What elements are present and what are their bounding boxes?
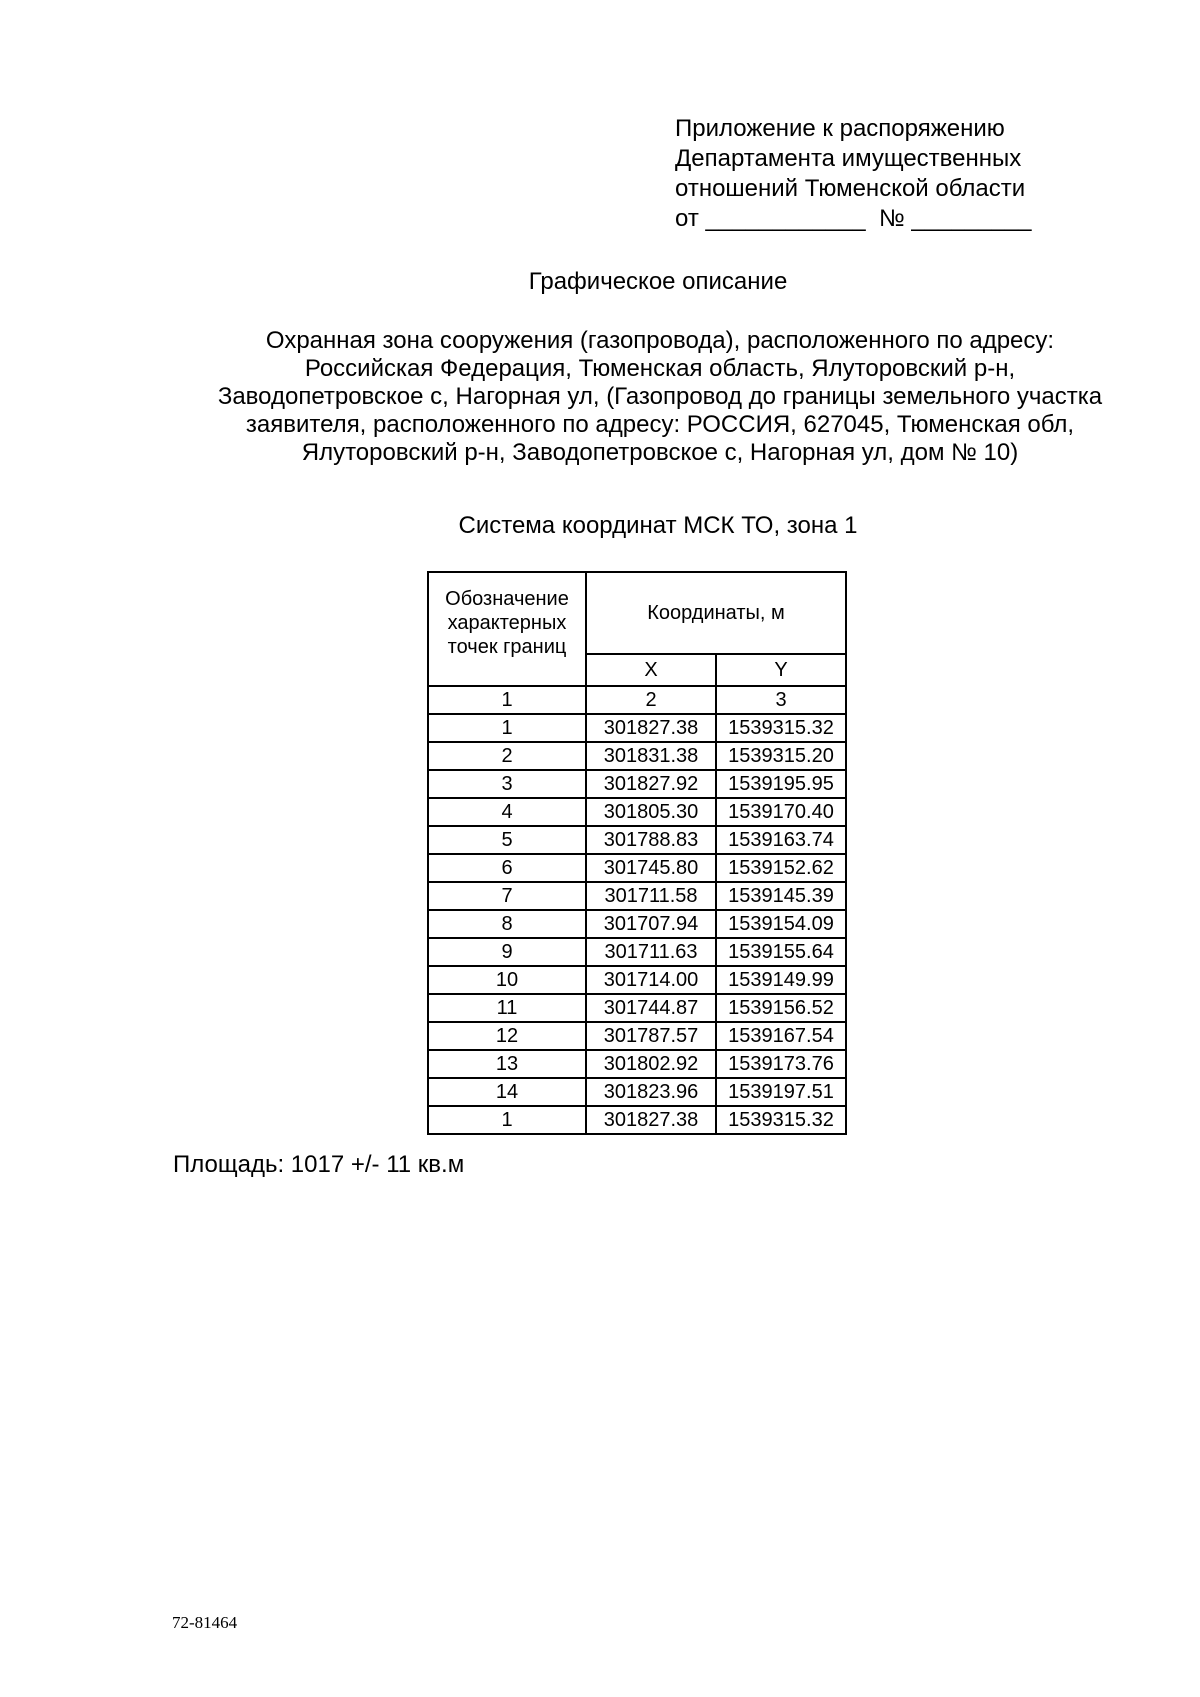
x-coordinate-cell: 301744.87 bbox=[586, 994, 716, 1022]
coordinate-system-label: Система координат МСК ТО, зона 1 bbox=[458, 512, 858, 539]
appendix-line: Департамента имущественных bbox=[675, 145, 1022, 172]
point-number-cell: 2 bbox=[428, 742, 586, 770]
document-id: 72-81464 bbox=[172, 1613, 238, 1632]
point-number-cell: 1 bbox=[428, 714, 586, 742]
point-number-cell: 3 bbox=[428, 770, 586, 798]
y-coordinate-cell: 1539315.32 bbox=[716, 714, 846, 742]
column-number-row bbox=[428, 686, 846, 714]
point-number-cell: 9 bbox=[428, 938, 586, 966]
y-coordinate-cell: 1539154.09 bbox=[716, 910, 846, 938]
table-row bbox=[428, 1050, 846, 1078]
table-row bbox=[428, 966, 846, 994]
x-coordinate-cell: 301827.92 bbox=[586, 770, 716, 798]
zone-description bbox=[160, 327, 1160, 467]
point-number-cell: 7 bbox=[428, 882, 586, 910]
document-title: Графическое описание bbox=[528, 268, 788, 295]
point-number-cell: 12 bbox=[428, 1022, 586, 1050]
y-coordinate-cell: 1539156.52 bbox=[716, 994, 846, 1022]
y-coordinate-cell: 1539197.51 bbox=[716, 1078, 846, 1106]
point-number-cell: 1 bbox=[428, 1106, 586, 1134]
description-line: Заводопетровское с, Нагорная ул, (Газопровод до границы земельного участка bbox=[217, 383, 1103, 410]
x-coordinate-cell: 301827.38 bbox=[586, 714, 716, 742]
description-line: Охранная зона сооружения (газопровода), расположенного по адресу: bbox=[265, 327, 1055, 354]
x-coordinate-cell: 301711.58 bbox=[586, 882, 716, 910]
y-coordinate-cell: 1539149.99 bbox=[716, 966, 846, 994]
table-row bbox=[428, 742, 846, 770]
x-coordinate-cell: 301805.30 bbox=[586, 798, 716, 826]
point-number-cell: 5 bbox=[428, 826, 586, 854]
y-coordinate-cell: 1539315.20 bbox=[716, 742, 846, 770]
header-x: X bbox=[586, 654, 716, 686]
x-coordinate-cell: 301707.94 bbox=[586, 910, 716, 938]
y-coordinate-cell: 1539170.40 bbox=[716, 798, 846, 826]
table-row bbox=[428, 798, 846, 826]
y-coordinate-cell: 1539315.32 bbox=[716, 1106, 846, 1134]
header-points: Обозначение характерных точек границ bbox=[428, 572, 586, 686]
y-coordinate-cell: 1539173.76 bbox=[716, 1050, 846, 1078]
appendix-line: отношений Тюменской области bbox=[675, 175, 1026, 202]
header-coordinates: Координаты, м bbox=[586, 572, 846, 654]
appendix-line: Приложение к распоряжению bbox=[675, 115, 1005, 142]
y-coordinate-cell: 1539167.54 bbox=[716, 1022, 846, 1050]
x-coordinate-cell: 301787.57 bbox=[586, 1022, 716, 1050]
table-row bbox=[428, 910, 846, 938]
table-row bbox=[428, 882, 846, 910]
point-number-cell: 11 bbox=[428, 994, 586, 1022]
y-coordinate-cell: 1539195.95 bbox=[716, 770, 846, 798]
x-coordinate-cell: 301802.92 bbox=[586, 1050, 716, 1078]
point-number-cell: 14 bbox=[428, 1078, 586, 1106]
table-row bbox=[428, 714, 846, 742]
appendix-line: от ____________ № _________ bbox=[675, 205, 1032, 232]
point-number-cell: 10 bbox=[428, 966, 586, 994]
table-row bbox=[428, 854, 846, 882]
x-coordinate-cell: 301745.80 bbox=[586, 854, 716, 882]
appendix-block bbox=[675, 114, 1032, 234]
x-coordinate-cell: 301711.63 bbox=[586, 938, 716, 966]
area-label: Площадь: 1017 +/- 11 кв.м bbox=[173, 1151, 465, 1178]
header-y: Y bbox=[716, 654, 846, 686]
table-row bbox=[428, 1106, 846, 1134]
description-line: Ялуторовский р-н, Заводопетровское с, Нагорная ул, дом № 10) bbox=[301, 439, 1019, 466]
table-row bbox=[428, 994, 846, 1022]
point-number-cell: 13 bbox=[428, 1050, 586, 1078]
description-line: Российская Федерация, Тюменская область, Ялуторовский р-н, bbox=[304, 355, 1016, 382]
x-coordinate-cell: 301823.96 bbox=[586, 1078, 716, 1106]
table-row bbox=[428, 1078, 846, 1106]
table-header-row bbox=[428, 572, 846, 654]
column-number: 3 bbox=[716, 686, 846, 714]
y-coordinate-cell: 1539155.64 bbox=[716, 938, 846, 966]
y-coordinate-cell: 1539145.39 bbox=[716, 882, 846, 910]
y-coordinate-cell: 1539163.74 bbox=[716, 826, 846, 854]
x-coordinate-cell: 301788.83 bbox=[586, 826, 716, 854]
column-number: 1 bbox=[428, 686, 586, 714]
table-row bbox=[428, 826, 846, 854]
table-row bbox=[428, 1022, 846, 1050]
column-number: 2 bbox=[586, 686, 716, 714]
y-coordinate-cell: 1539152.62 bbox=[716, 854, 846, 882]
table-row bbox=[428, 938, 846, 966]
description-line: заявителя, расположенного по адресу: РОССИЯ, 627045, Тюменская обл, bbox=[245, 411, 1075, 438]
point-number-cell: 8 bbox=[428, 910, 586, 938]
x-coordinate-cell: 301831.38 bbox=[586, 742, 716, 770]
coordinates-table bbox=[427, 571, 847, 1135]
point-number-cell: 4 bbox=[428, 798, 586, 826]
point-number-cell: 6 bbox=[428, 854, 586, 882]
x-coordinate-cell: 301827.38 bbox=[586, 1106, 716, 1134]
x-coordinate-cell: 301714.00 bbox=[586, 966, 716, 994]
table-row bbox=[428, 770, 846, 798]
